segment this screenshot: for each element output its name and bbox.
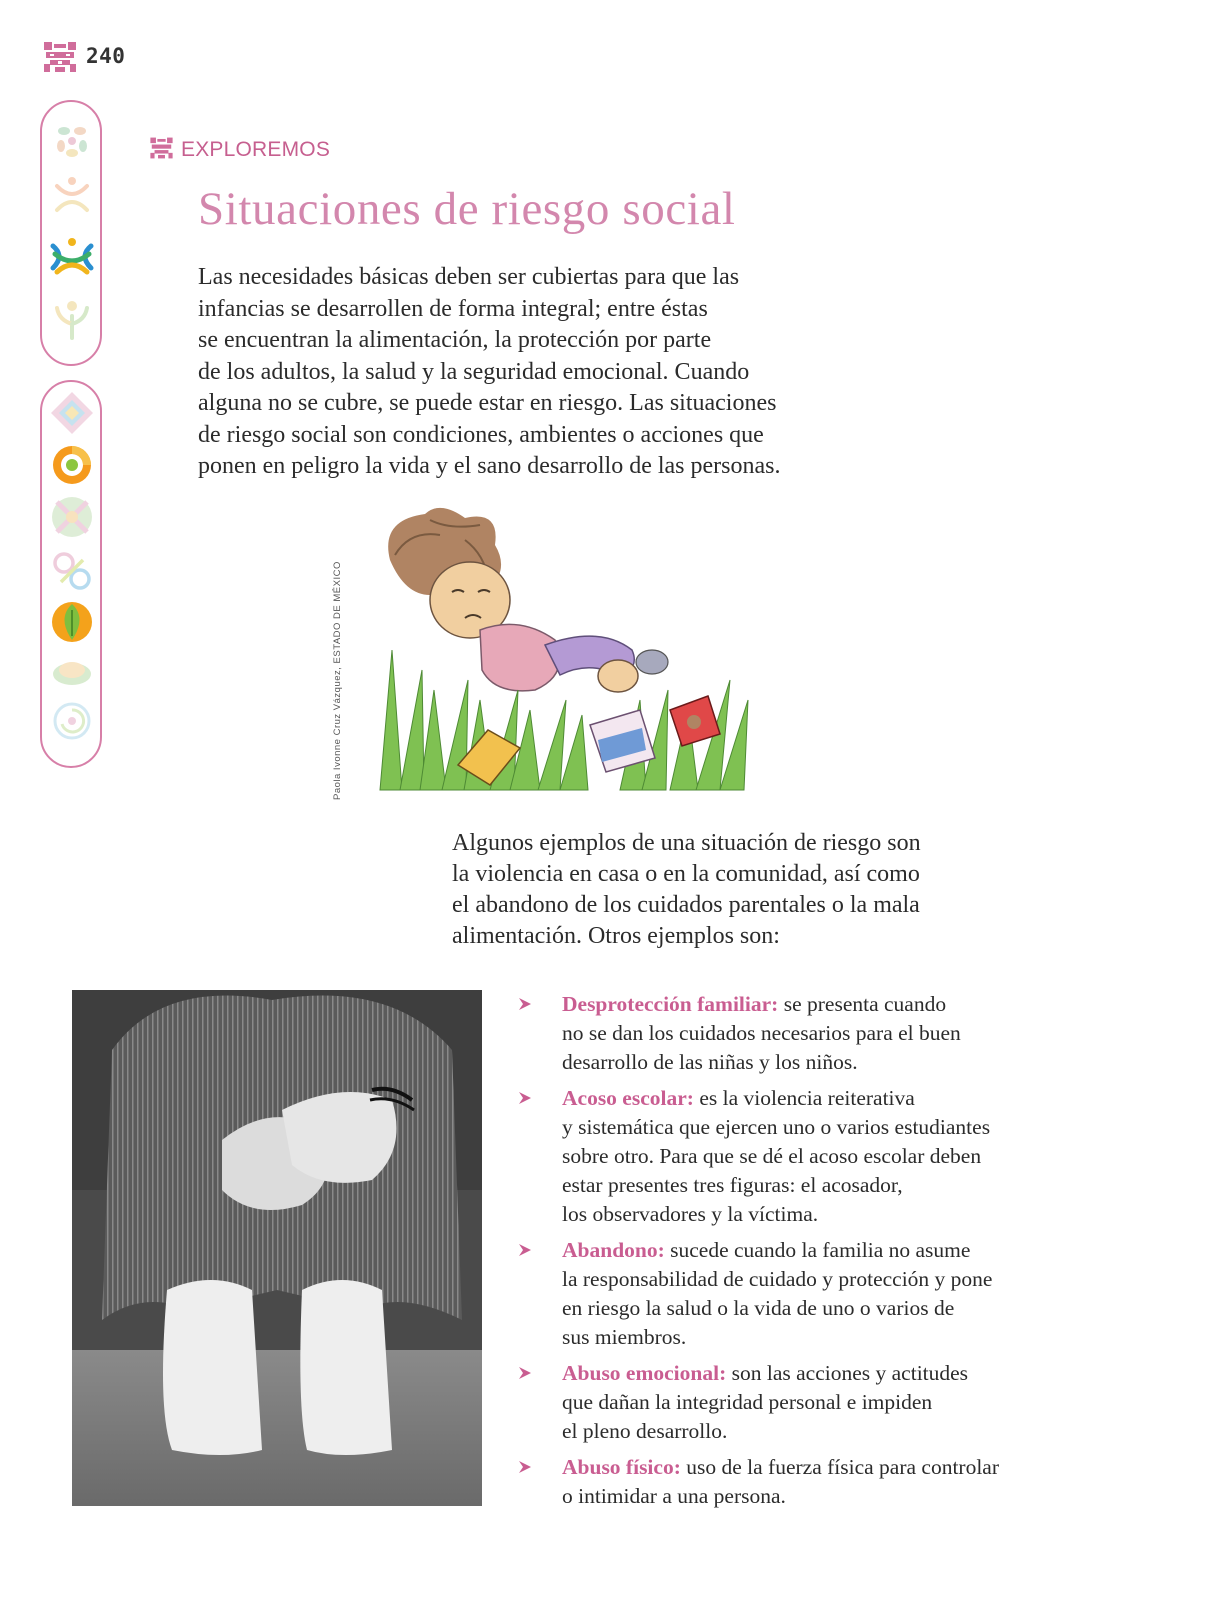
- list-item-text: se presenta cuando: [778, 992, 947, 1016]
- list-item-text: es la violencia reiterativa: [693, 1086, 915, 1110]
- arrow-bullet-icon: [517, 996, 533, 1012]
- intro-line: infancias se desarrollen de forma integral; entre éstas: [198, 295, 708, 322]
- linked-circles-icon: [47, 546, 97, 596]
- list-item-first-line: [562, 990, 1117, 1019]
- list-item-first-line: [562, 1236, 1117, 1265]
- page-number: 240: [86, 44, 126, 68]
- leaf-cluster-icon: [47, 116, 97, 166]
- list-item-line: en riesgo la salud o la vida de uno o varios de: [562, 1296, 955, 1320]
- leaf-ring-icon: [47, 596, 97, 646]
- list-item-line: no se dan los cuidados necesarios para el buen: [562, 1021, 961, 1045]
- section-label: EXPLOREMOS: [181, 138, 331, 161]
- list-item: [517, 990, 1117, 1077]
- arrow-bullet-icon: [517, 1365, 533, 1381]
- intro-line: alguna no se cubre, se puede estar en riesgo. Las situaciones: [198, 390, 777, 416]
- intro-line: de riesgo social son condiciones, ambientes o acciones que: [198, 421, 764, 448]
- page-title: Situaciones de riesgo social: [198, 183, 736, 235]
- list-item-line: el pleno desarrollo.: [562, 1419, 728, 1443]
- list-item-line: los observadores y la víctima.: [562, 1202, 819, 1226]
- examples-line: Algunos ejemplos de una situación de riesgo son: [452, 830, 921, 856]
- list-item: [517, 1453, 1117, 1511]
- list-item-term: Abuso emocional:: [562, 1361, 727, 1385]
- list-item-line: o intimidar a una persona.: [562, 1484, 786, 1508]
- list-item-line: desarrollo de las niñas y los niños.: [562, 1050, 858, 1074]
- intro-line: de los adultos, la salud y la seguridad emocional. Cuando: [198, 358, 750, 385]
- list-item-line: sus miembros.: [562, 1325, 687, 1349]
- arrow-bullet-icon: [517, 1090, 533, 1106]
- intro-line: ponen en peligro la vida y el sano desarrollo de las personas.: [198, 453, 781, 479]
- risk-examples-list: [517, 990, 1117, 1518]
- list-item-line: la responsabilidad de cuidado y protección y pone: [562, 1267, 993, 1291]
- list-item-term: Acoso escolar:: [562, 1086, 694, 1110]
- list-item-line: sobre otro. Para que se dé el acoso escolar deben: [562, 1144, 982, 1168]
- section-emblem-icon: [149, 136, 174, 160]
- intro-line: Las necesidades básicas deben ser cubiertas para que las: [198, 264, 740, 290]
- illustration-credit: Paola Ivonne Cruz Vázquez, ESTADO DE MÉXICO: [332, 561, 343, 800]
- list-item-line: y sistemática que ejercen uno o varios estudiantes: [562, 1115, 991, 1139]
- intro-line: se encuentran la alimentación, la protección por parte: [198, 327, 712, 353]
- list-item-line: estar presentes tres figuras: el acosador,: [562, 1173, 903, 1197]
- list-item: [517, 1236, 1117, 1352]
- examples-line: el abandono de los cuidados parentales o la mala: [452, 892, 920, 918]
- arrow-bullet-icon: [517, 1242, 533, 1258]
- examples-line: alimentación. Otros ejemplos son:: [452, 923, 780, 949]
- photo-artwork: [72, 990, 482, 1506]
- list-item-first-line: [562, 1084, 1117, 1113]
- list-item-text: son las acciones y actitudes: [726, 1361, 969, 1385]
- community-symbol-icon: [47, 234, 97, 284]
- list-item-first-line: [562, 1359, 1117, 1388]
- list-item: [517, 1359, 1117, 1446]
- star-diamond-icon: [47, 388, 97, 438]
- spiral-icon: [47, 696, 97, 746]
- arrow-bullet-icon: [517, 1459, 533, 1475]
- list-item-line: que dañan la integridad personal e impiden: [562, 1390, 933, 1414]
- list-item-first-line: [562, 1453, 1117, 1482]
- list-item-text: sucede cuando la familia no asume: [664, 1238, 971, 1262]
- child-illustration: [370, 500, 780, 810]
- hugging-knees-photo: [72, 990, 482, 1506]
- earth-grid-icon: [47, 492, 97, 542]
- examples-paragraph: [452, 828, 1052, 952]
- intro-paragraph: [198, 262, 918, 483]
- orange-ring-icon: [47, 440, 97, 490]
- list-item-term: Desprotección familiar:: [562, 992, 779, 1016]
- page-emblem-icon: [42, 40, 78, 74]
- list-item-text: uso de la fuerza física para controlar: [680, 1455, 1000, 1479]
- turtle-icon: [47, 646, 97, 696]
- list-item: [517, 1084, 1117, 1229]
- list-item-term: Abandono:: [562, 1238, 665, 1262]
- sprout-figure-icon: [47, 294, 97, 344]
- dancing-figure-icon: [47, 172, 97, 222]
- list-item-term: Abuso físico:: [562, 1455, 681, 1479]
- examples-line: la violencia en casa o en la comunidad, así como: [452, 861, 920, 887]
